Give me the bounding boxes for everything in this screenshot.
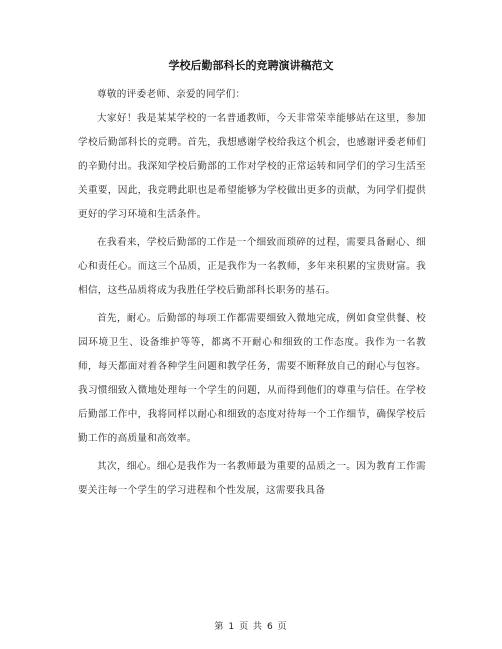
page-footer (0, 621, 502, 633)
current-page-number: 1 (228, 622, 236, 632)
document-body (78, 83, 426, 507)
paragraph-2: 在我看来，学校后勤部的工作是一个细致而琐碎的过程，需要具备耐心、细心和责任心。而这三个品质，正是我作为一名教师，多年来积累的宝贵财富。我相信，这些品质将成为我胜任学校后勤部科长职务的基石。 (78, 237, 426, 296)
total-pages-number: 6 (266, 622, 274, 632)
paragraph-4: 其次，细心。细心是我作为一名教师最为重要的品质之一。因为教育工作需要关注每一个学生的学习进程和个性发展，这需要我具备 (78, 461, 426, 496)
salutation: 尊敬的评委老师、亲爱的同学们： (97, 89, 246, 100)
paragraph-3: 首先，耐心。后勤部的每项工作都需要细致入微地完成，例如食堂供餐、校园环境卫生、设备维护等等，都离不开耐心和细致的工作态度。我作为一名教师，每天都面对着各种学生问题和教学任务，需要不断释放自己的耐心与包容。我习惯细致入微地处理每一个学生的问题，从而得到他们的尊重与信任。在学校后勤部工作中，我将同样以耐心和细致的态度对待每一个工作细节，确保学校后勤工作的高质量和高效率。 (78, 313, 426, 444)
footer-middle: 页 共 (239, 622, 263, 632)
paragraph-1: 大家好！我是某某学校的一名普通教师，今天非常荣幸能够站在这里，参加学校后勤部科长的竞聘。首先，我想感谢学校给我这个机会，也感谢评委老师们的辛勤付出。我深知学校后勤部的工作对学校的正常运转和同学们的学习生活至关重要，因此，我竞聘此职也是希望能够为学校做出更多的贡献，为同学们提供更好的学习环境和生活条件。 (78, 113, 426, 220)
footer-prefix: 第 (214, 622, 225, 632)
document-title: 学校后勤部科长的竞聘演讲稿范文 (168, 59, 334, 72)
footer-suffix: 页 (277, 622, 288, 632)
